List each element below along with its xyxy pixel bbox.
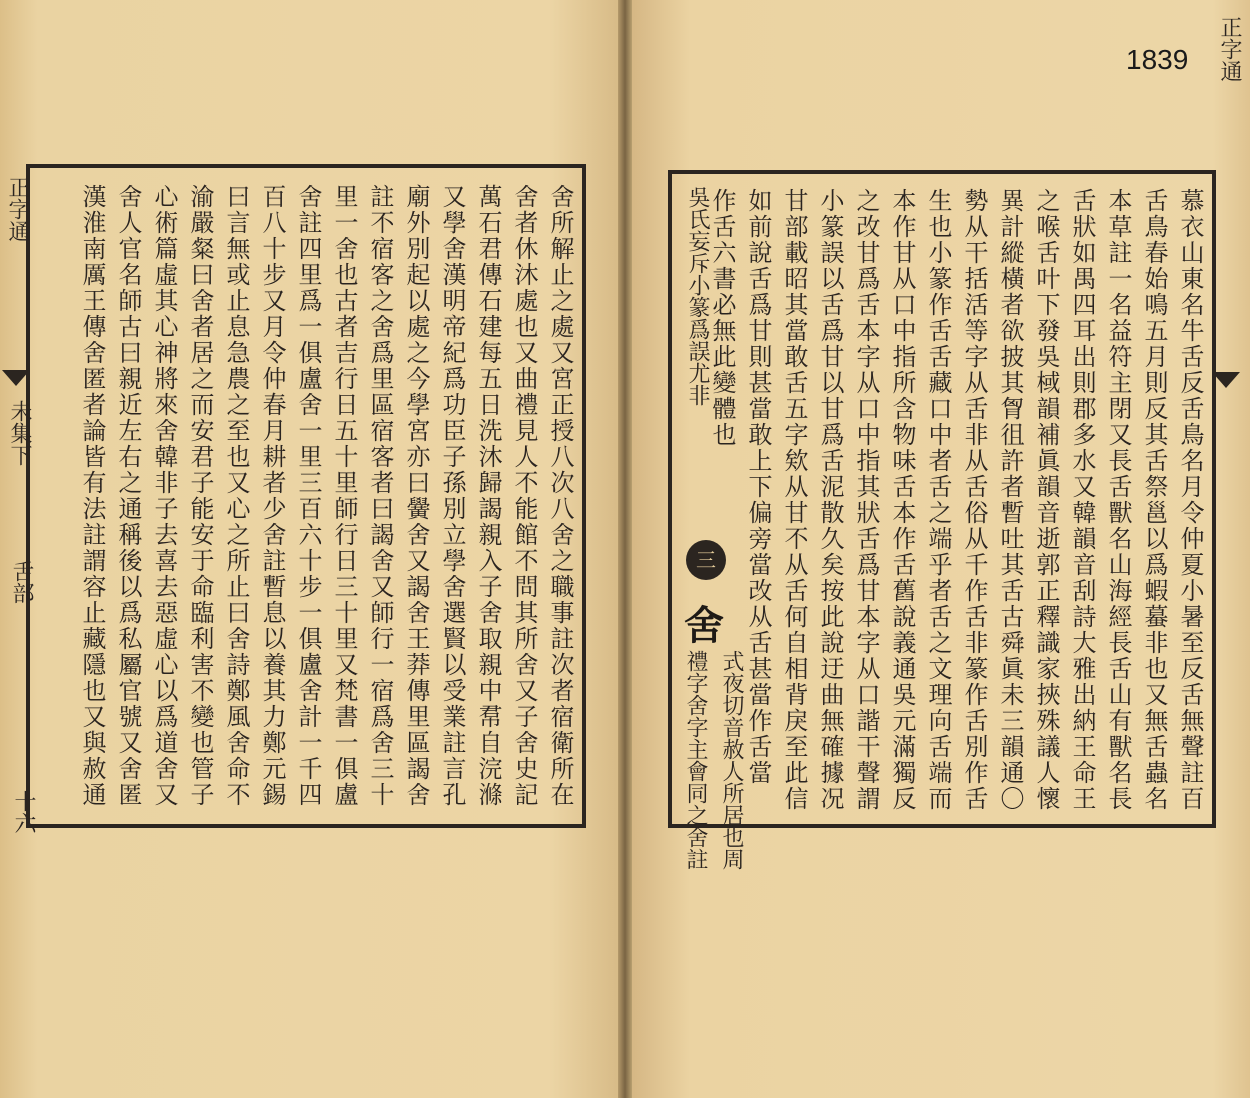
left-column-9: 百八十步又月令仲春月耕者少舍註暫息以養其力鄭元錫: [258, 184, 286, 808]
left-margin-folio: 十六: [11, 790, 36, 834]
left-text-columns: [42, 184, 578, 814]
right-column-2: 舌鳥春始鳴五月則反其舌祭邕以爲蝦蟇非也又無舌蟲名: [1140, 188, 1168, 812]
left-column-12: 心術篇虛其心神將來舍韓非子去喜去惡虛心以爲道舍又: [150, 184, 178, 808]
right-column-7: 勢从干括活等字从舌非从舌俗从千作舌非篆作舌別作舌: [960, 188, 988, 812]
book-gutter: [618, 0, 632, 1098]
left-text-frame: [26, 164, 586, 828]
right-column-8: 生也小篆作舌舌藏口中者舌之端乎者舌之文理向舌端而: [924, 188, 952, 812]
left-column-8: 舍註四里爲一俱盧舍一里三百六十步一俱盧舍計一千四: [294, 184, 322, 808]
entry-number-seal: 三: [686, 540, 726, 580]
right-column-9: 本作甘从口中指所含物味舌本作舌舊說義通吳元滿獨反: [888, 188, 916, 812]
left-margin-section: 舌部: [9, 560, 34, 604]
right-text-columns: [680, 188, 1208, 814]
left-column-4: 又學舍漢明帝紀爲功臣子孫別立學舍選賢以受業註言孔: [438, 184, 466, 808]
right-fish-tail-mark: [1212, 372, 1240, 388]
right-column-3: 本草註一名益符主閉又長舌獸名山海經長舌山有獸名長: [1104, 188, 1132, 812]
right-column-5: 之喉舌叶下發吳棫韻補眞韻音逝郭正釋識家挾殊議人懷: [1032, 188, 1060, 812]
headword: 舍: [684, 602, 724, 649]
left-margin-title: 正字通: [5, 176, 30, 242]
left-column-5: 廟外別起以處之今學宮亦曰黌舍又謁舍王莽傳里區謁舍: [402, 184, 430, 808]
left-column-14: 漢淮南厲王傳舍匿者論皆有法註謂容止藏隱也又與赦通: [78, 184, 106, 808]
left-fish-tail-mark: [2, 370, 30, 386]
right-column-13: 如前說舌爲甘則甚當敢上下偏旁當改从舌甚當作舌當: [744, 188, 772, 786]
left-column-1: 舍所解止之處又宮正授八次八舍之職事註次者宿衛所在: [546, 184, 574, 808]
right-text-frame: [668, 170, 1216, 828]
left-column-10: 曰言無或止息急農之至也又心之所止曰舍詩鄭風舍命不: [222, 184, 250, 808]
right-column-14: 作舌六書必無此變體也: [708, 188, 736, 448]
right-column-4: 舌狀如禺四耳出則郡多水又韓韻音刮詩大雅出納王命王: [1068, 188, 1096, 812]
headword-note-2: 式夜切音赦人所居也周: [719, 650, 744, 870]
page-number: 1839: [1126, 44, 1189, 75]
right-column-10: 之改甘爲舌本字从口中指其狀舌爲甘本字从口諧干聲謂: [852, 188, 880, 812]
left-column-2: 舍者休沐處也又曲禮見人不能館不問其所舍又子舍史記: [510, 184, 538, 808]
right-column-6: 異計縱橫者欲披其胷徂許者暫吐其舌古舜眞未三韻通〇: [996, 188, 1024, 812]
left-margin-volume: 未集下: [7, 400, 32, 466]
headword-note: 禮字舍字主會同之舍註: [683, 650, 708, 870]
right-column-11: 小篆誤以舌爲甘以甘爲舌泥散久矣按此說迂曲無確據况: [816, 188, 844, 812]
right-column-1: 慕衣山東名牛舌反舌鳥名月令仲夏小暑至反舌無聲註百: [1176, 188, 1204, 812]
left-column-6: 註不宿客之舍爲里區宿客者曰謁舍又師行一宿爲舍三十: [366, 184, 394, 808]
right-margin-title: 正字通: [1217, 16, 1242, 82]
left-column-11: 渝嚴粲曰舍者居之而安君子能安于命臨利害不變也管子: [186, 184, 214, 808]
left-column-13: 舍人官名師古曰親近左右之通稱後以爲私屬官號又舍匿: [114, 184, 142, 808]
last-column-tail: 吳氏妄斥小篆爲誤尤非: [685, 186, 710, 406]
left-column-7: 里一舍也古者吉行日五十里師行日三十里又梵書一俱盧: [330, 184, 358, 808]
left-column-3: 萬石君傳石建每五日洗沐歸謁親入子舍取親中帬自浣滌: [474, 184, 502, 808]
right-column-12: 甘部載昭其當敢舌五字欸从甘不从舌何自相背戾至此信: [780, 188, 808, 812]
